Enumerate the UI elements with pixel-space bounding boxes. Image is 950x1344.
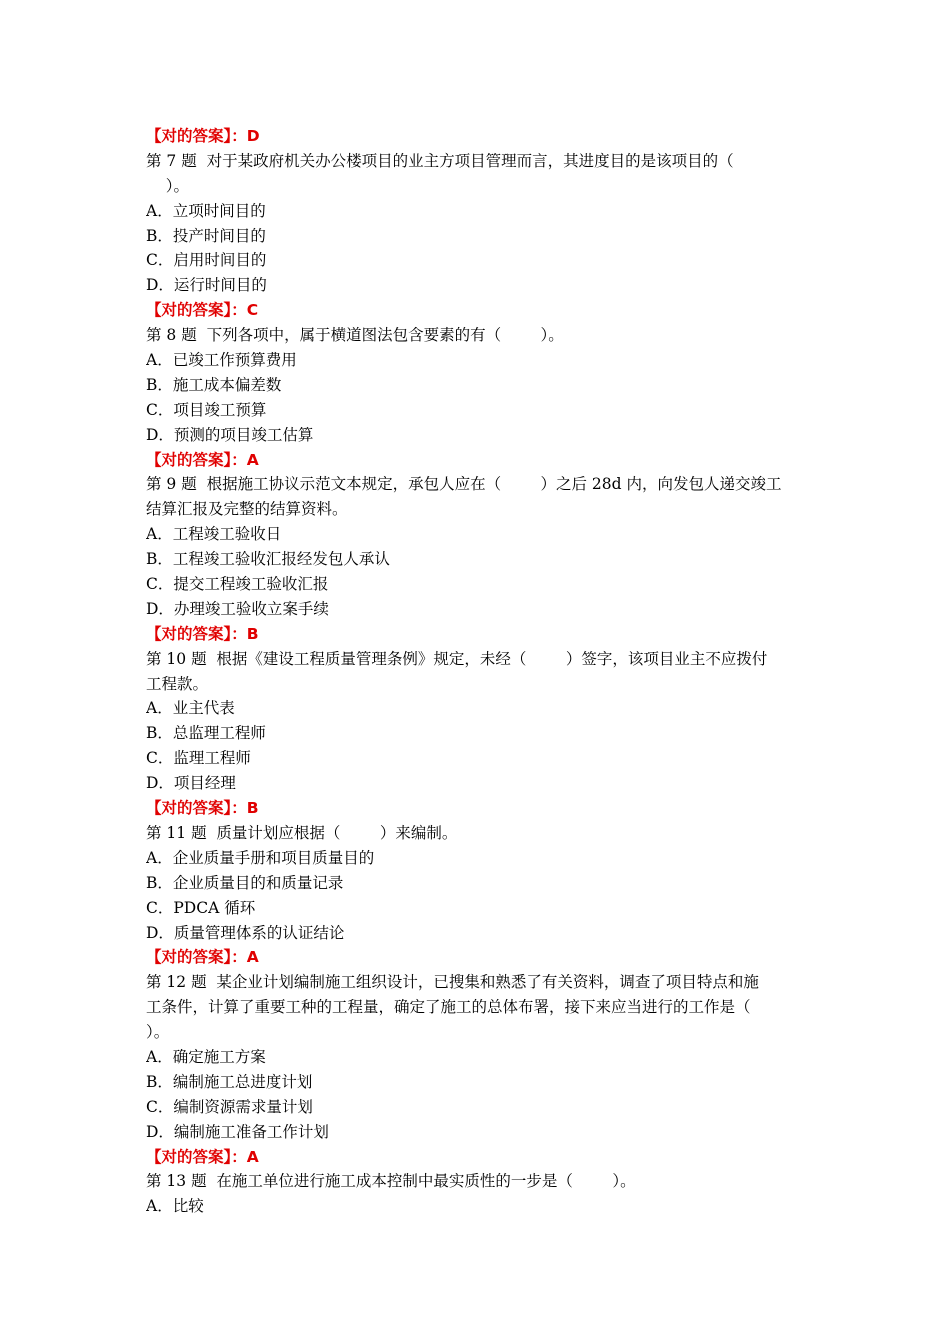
option-line: D．编制施工准备工作计划	[146, 1122, 329, 1141]
option-line: C．编制资源需求量计划	[146, 1097, 313, 1116]
question-line: 第 12 题 某企业计划编制施工组织设计，已搜集和熟悉了有关资料，调查了项目特点和施	[146, 973, 759, 992]
answer-line: 【对的答案】：B	[146, 624, 259, 643]
question-continuation: 工条件，计算了重要工种的工程量，确定了施工的总体布署，接下来应当进行的工作是（	[146, 998, 751, 1017]
option-line: D．质量管理体系的认证结论	[146, 923, 345, 942]
option-line: A．业主代表	[146, 699, 235, 718]
option-line: B．总监理工程师	[146, 724, 266, 743]
question-continuation: 工程款。	[146, 674, 209, 693]
answer-line: 【对的答案】：C	[146, 301, 259, 320]
answer-line: 【对的答案】：A	[146, 450, 259, 469]
option-line: D．项目经理	[146, 774, 236, 793]
question-line: 第 10 题 根据《建设工程质量管理条例》规定，未经（ ）签字，该项目业主不应拨付	[146, 649, 768, 668]
question-line: 第 13 题 在施工单位进行施工成本控制中最实质性的一步是（ ）。	[146, 1172, 636, 1191]
option-line: C．PDCA 循环	[146, 898, 256, 917]
option-line: B．投产时间目的	[146, 226, 266, 245]
option-line: B．施工成本偏差数	[146, 375, 282, 394]
answer-line: 【对的答案】：D	[146, 127, 260, 145]
question-continuation: ）。	[146, 176, 189, 195]
option-line: C．监理工程师	[146, 749, 251, 768]
option-line: A．确定施工方案	[146, 1047, 266, 1066]
option-line: C．启用时间目的	[146, 251, 267, 270]
document-page	[146, 124, 810, 1219]
option-line: D．办理竣工验收立案手续	[146, 599, 329, 618]
option-line: A．工程竣工验收日	[146, 525, 282, 544]
option-line: A．已竣工作预算费用	[146, 351, 297, 370]
answer-line: 【对的答案】：A	[146, 948, 259, 967]
answer-line: 【对的答案】：B	[146, 799, 259, 818]
option-line: B．企业质量目的和质量记录	[146, 873, 344, 892]
question-continuation: ）。	[146, 1023, 170, 1042]
question-line: 第 8 题 下列各项中，属于横道图法包含要素的有（ ）。	[146, 326, 564, 345]
option-line: A．比较	[146, 1197, 204, 1216]
option-line: B．工程竣工验收汇报经发包人承认	[146, 550, 390, 569]
question-line: 第 11 题 质量计划应根据（ ）来编制。	[146, 823, 458, 842]
option-line: A．企业质量手册和项目质量目的	[146, 848, 375, 867]
option-line: A．立项时间目的	[146, 201, 266, 220]
option-line: C．项目竣工预算	[146, 400, 267, 419]
option-line: B．编制施工总进度计划	[146, 1072, 313, 1091]
answer-line: 【对的答案】：A	[146, 1147, 259, 1166]
option-line: D．运行时间目的	[146, 276, 267, 295]
question-line: 第 7 题 对于某政府机关办公楼项目的业主方项目管理而言，其进度目的是该项目的（	[146, 151, 734, 170]
option-line: D．预测的项目竣工估算	[146, 425, 314, 444]
question-continuation: 结算汇报及完整的结算资料。	[146, 500, 348, 519]
question-line: 第 9 题 根据施工协议示范文本规定，承包人应在（ ）之后 28d 内，向发包人递交竣工	[146, 475, 782, 494]
option-line: C．提交工程竣工验收汇报	[146, 575, 329, 594]
